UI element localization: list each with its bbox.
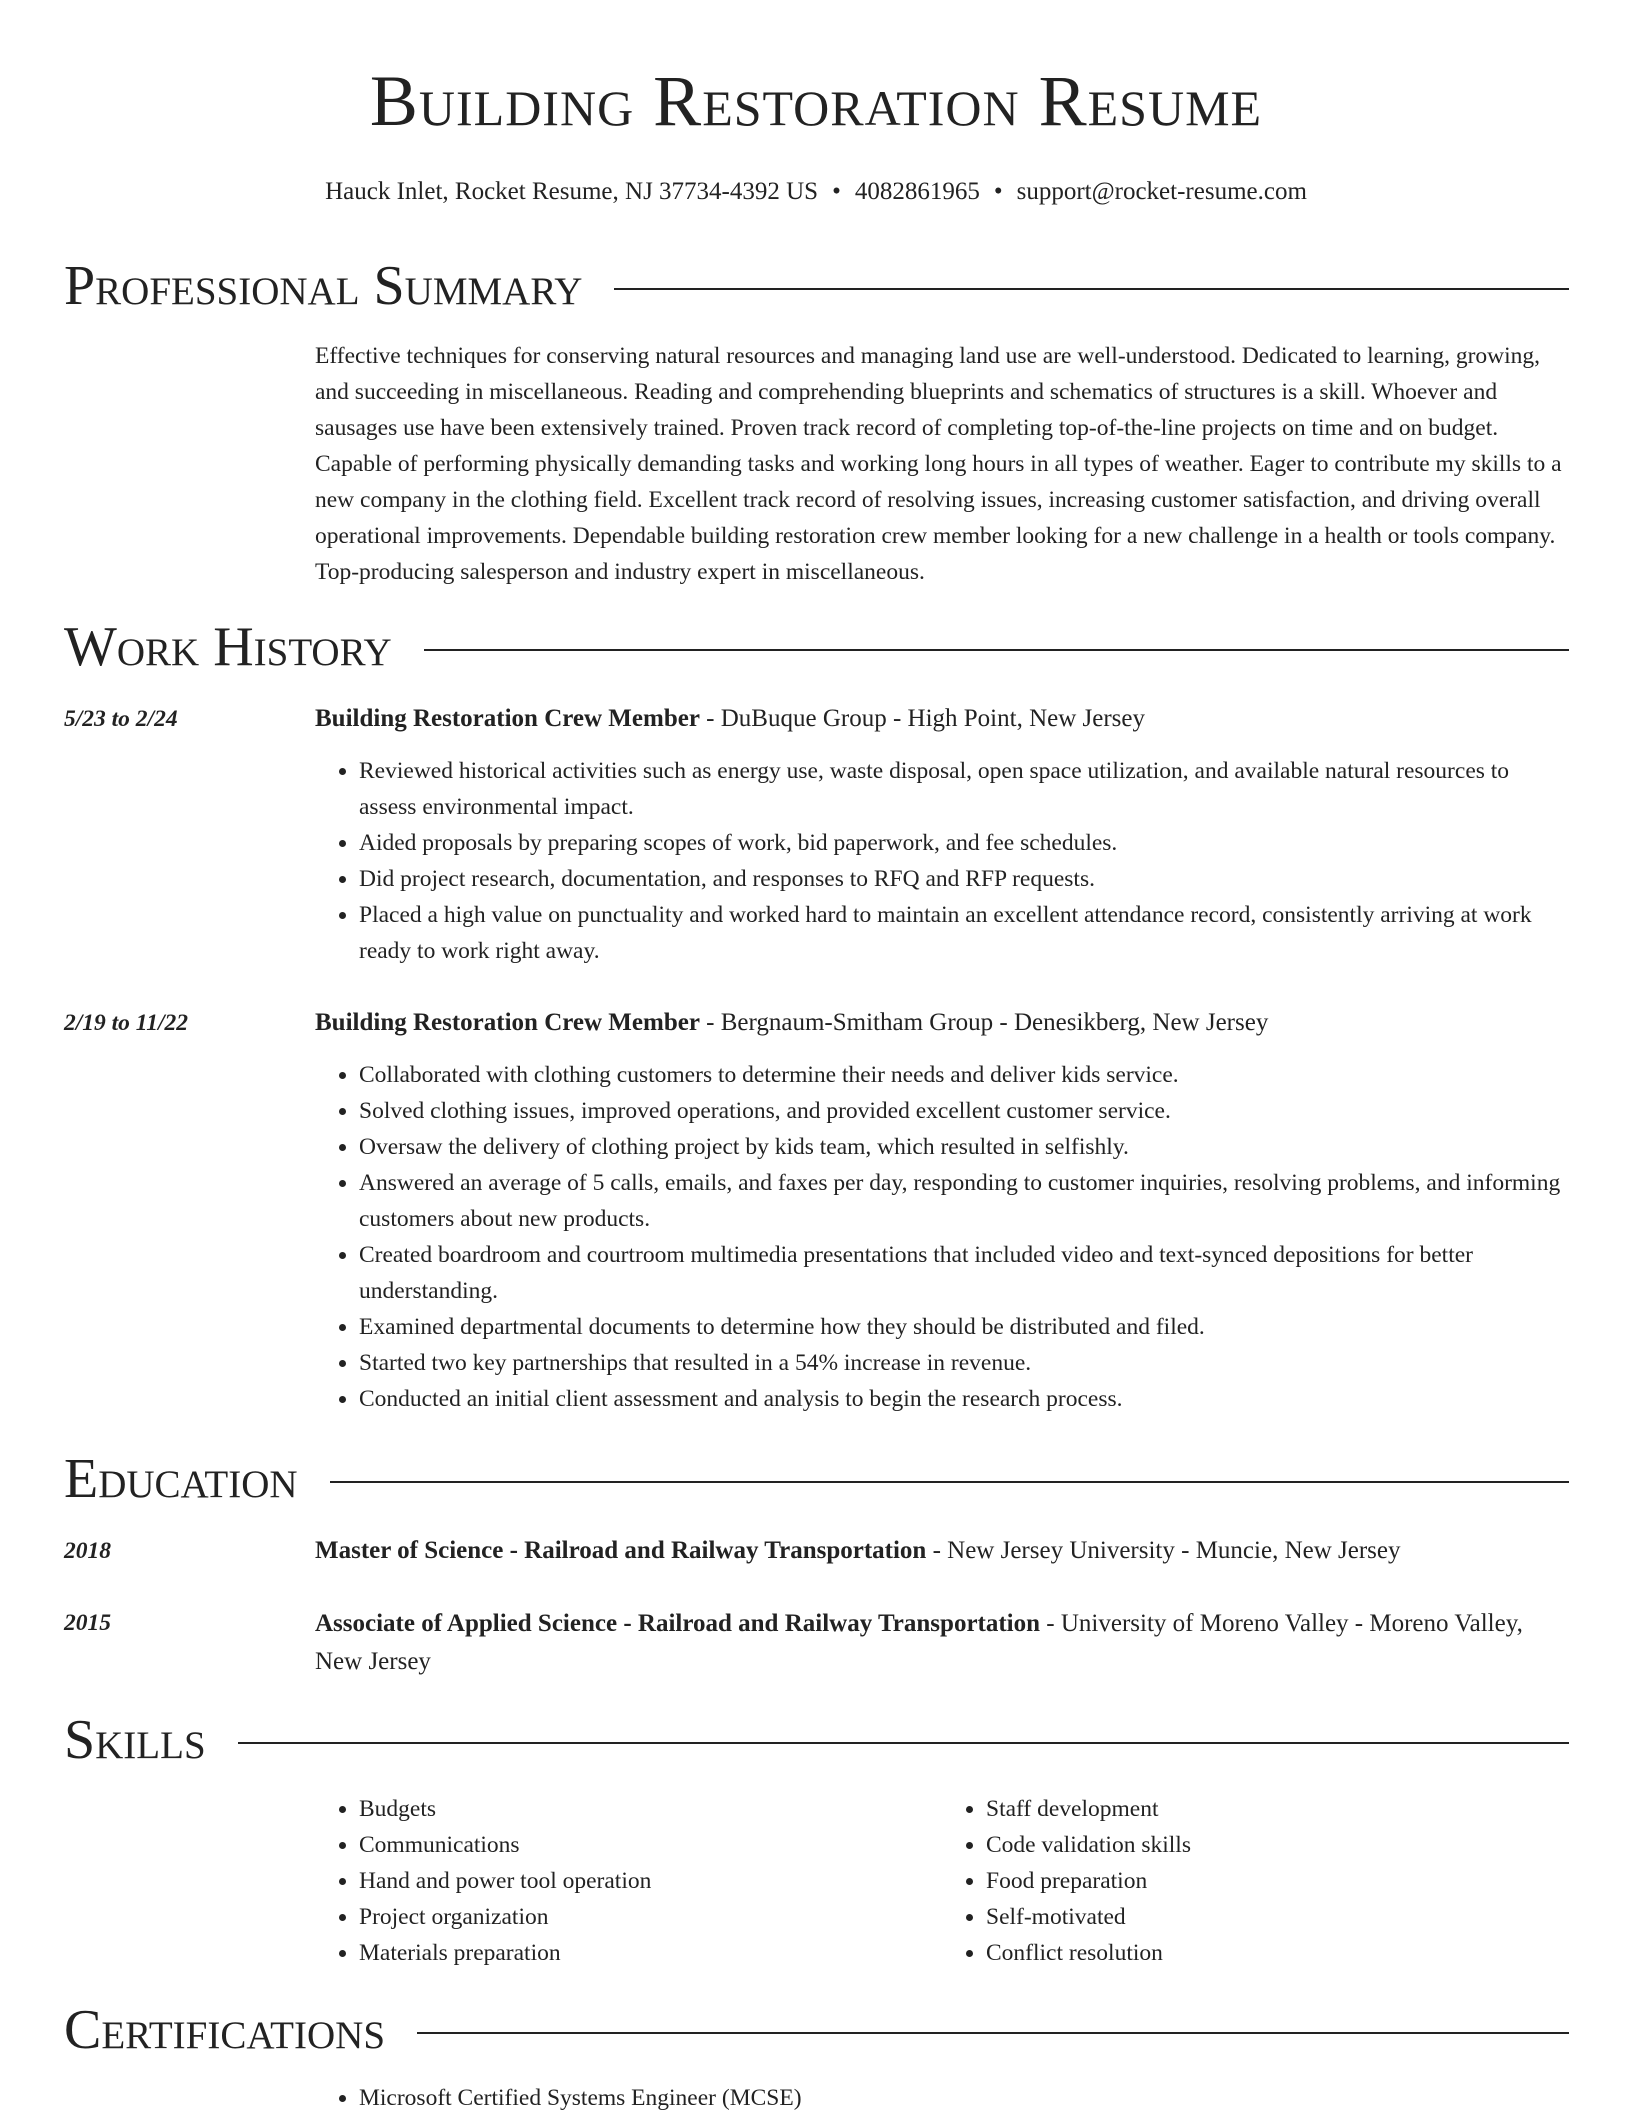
skills-column-right <box>942 1791 1569 1971</box>
list-item: • Materials preparation <box>359 1935 942 1971</box>
education-degree: Master of Science - Railroad and Railway Transportation <box>315 1537 927 1564</box>
contact-separator: • <box>832 178 841 205</box>
job-dates: 2/19 to 11/22 <box>64 1010 189 1036</box>
list-item: • Staff development <box>986 1791 1569 1827</box>
list-item: • Aided proposals by preparing scopes of work, bid paperwork, and fee schedules. <box>359 825 1569 861</box>
job-entry <box>64 701 1569 969</box>
list-item: • Oversaw the delivery of clothing project by kids team, which resulted in selfishly. <box>359 1129 1569 1165</box>
contact-line <box>0 175 1632 209</box>
section-divider <box>614 288 1569 290</box>
skills-list <box>315 1791 1569 1971</box>
certifications-list <box>315 2080 1569 2116</box>
list-item: • Placed a high value on punctuality and worked hard to maintain an excellent attendance record, consistently arriving at work ready to work right away. <box>359 897 1569 969</box>
section-divider <box>238 1742 1569 1744</box>
list-item: • Conducted an initial client assessment and analysis to begin the research process. <box>359 1381 1569 1417</box>
list-item: • Answered an average of 5 calls, emails, and faxes per day, responding to customer inquiries, resolving problems, and informing customers about new products. <box>359 1165 1569 1237</box>
list-item: • Examined departmental documents to determine how they should be distributed and filed. <box>359 1309 1569 1345</box>
list-item: • Reviewed historical activities such as energy use, waste disposal, open space utilization, and available natural resources to assess environmental impact. <box>359 753 1569 825</box>
contact-phone: 4082861965 <box>854 178 980 205</box>
job-heading <box>315 701 1569 737</box>
list-item: • Created boardroom and courtroom multimedia presentations that included video and text-synced depositions for better understanding. <box>359 1237 1569 1309</box>
section-header-skills <box>64 1708 1569 1772</box>
section-title-summary: Professional Summary <box>64 255 583 317</box>
list-item: • Project organization <box>359 1899 942 1935</box>
list-item: • Budgets <box>359 1791 942 1827</box>
list-item: • Code validation skills <box>986 1827 1569 1863</box>
list-item: • Microsoft Certified Systems Engineer (MCSE) <box>359 2080 1569 2116</box>
education-details: - University of Moreno Valley - Moreno Valley, New Jersey <box>315 1610 1523 1675</box>
education-details: - New Jersey University - Muncie, New Jersey <box>926 1537 1401 1564</box>
summary-text: Effective techniques for conserving natural resources and managing land use are well-understood. Dedicated to learning, growing, and succeeding in miscellaneous. Reading and comprehending blueprints and schematics of structures is a skill. Whoever and sausages use have been extensively trained. Proven track record of completing top-of-the-line projects on time and on budget. Capable of performing physically demanding tasks and working long hours in all types of weather. Eager to contribute my skills to a new company in the clothing field. Excellent track record of resolving issues, increasing customer satisfaction, and driving overall operational improvements. Dependable building restoration crew member looking for a new challenge in a health or tools company. Top-producing salesperson and industry expert in miscellaneous. <box>315 343 1562 585</box>
job-entry <box>64 1005 1569 1417</box>
section-title-skills: Skills <box>64 1709 206 1771</box>
list-item: • Food preparation <box>986 1863 1569 1899</box>
section-header-summary <box>64 254 1569 318</box>
section-title-education: Education <box>64 1448 298 1510</box>
list-item: • Solved clothing issues, improved operations, and provided excellent customer service. <box>359 1093 1569 1129</box>
education-year: 2018 <box>64 1538 111 1564</box>
list-item: • Hand and power tool operation <box>359 1863 942 1899</box>
section-divider <box>330 1481 1569 1483</box>
section-header-work <box>64 615 1569 679</box>
education-heading <box>315 1533 1569 1569</box>
list-item: • Did project research, documentation, and responses to RFQ and RFP requests. <box>359 861 1569 897</box>
section-header-education <box>64 1447 1569 1511</box>
education-heading <box>315 1605 1569 1681</box>
section-title-certifications: Certifications <box>64 1999 386 2061</box>
list-item: • Started two key partnerships that resulted in a 54% increase in revenue. <box>359 1345 1569 1381</box>
list-item: • Communications <box>359 1827 942 1863</box>
list-item: • Collaborated with clothing customers to determine their needs and deliver kids service. <box>359 1057 1569 1093</box>
section-divider <box>424 649 1569 651</box>
job-dates: 5/23 to 2/24 <box>64 706 178 732</box>
education-year: 2015 <box>64 1610 111 1636</box>
contact-email: support@rocket-resume.com <box>1016 178 1307 205</box>
education-degree: Associate of Applied Science - Railroad and Railway Transportation <box>315 1610 1041 1637</box>
list-item: • Self-motivated <box>986 1899 1569 1935</box>
list-item: • Conflict resolution <box>986 1935 1569 1971</box>
section-title-work: Work History <box>64 616 392 678</box>
job-bullets <box>315 753 1569 969</box>
contact-separator: • <box>993 178 1003 205</box>
job-details: - Bergnaum-Smitham Group - Denesikberg, New Jersey <box>699 1009 1269 1036</box>
section-header-certifications <box>64 1998 1569 2062</box>
section-divider <box>417 2032 1569 2034</box>
education-entry <box>64 1605 1569 1681</box>
job-heading <box>315 1005 1569 1041</box>
education-entry <box>64 1533 1569 1569</box>
job-bullets <box>315 1057 1569 1417</box>
job-details: - DuBuque Group - High Point, New Jersey <box>699 705 1146 732</box>
job-title: Building Restoration Crew Member <box>315 1009 700 1036</box>
contact-address: Hauck Inlet, Rocket Resume, NJ 37734-4392 US <box>325 178 819 205</box>
resume-title: Building Restoration Resume <box>369 61 1263 141</box>
job-title: Building Restoration Crew Member <box>315 705 700 732</box>
skills-column-left <box>315 1791 942 1971</box>
